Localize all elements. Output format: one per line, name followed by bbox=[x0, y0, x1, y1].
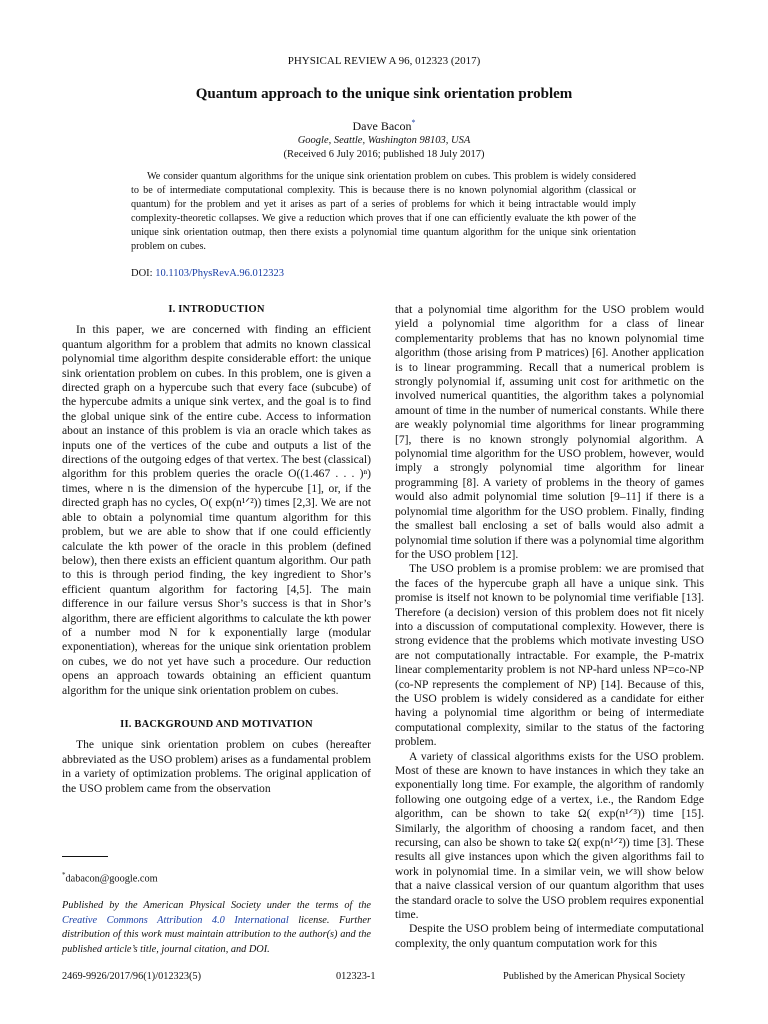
left-column bbox=[62, 303, 371, 796]
doi-label: DOI: bbox=[131, 268, 153, 279]
affiliation: Google, Seattle, Washington 98103, USA bbox=[297, 135, 471, 146]
author-footnote bbox=[62, 871, 371, 884]
section-heading-introduction: I. INTRODUCTION bbox=[168, 304, 265, 315]
license-link[interactable]: Creative Commons Attribution 4.0 International bbox=[62, 914, 289, 926]
section-heading-background: II. BACKGROUND AND MOTIVATION bbox=[120, 718, 313, 730]
doi-link[interactable]: 10.1103/PhysRevA.96.012323 bbox=[155, 268, 285, 279]
license-text-after: license. Further distribution of this work must maintain attribution to the author(s) and the published article’s title, journal citation, and DOI. bbox=[62, 914, 371, 955]
right-paragraph-2: The USO problem is a promise problem: we are promised that the faces of the hypercube graph all have a unique sink. This promise is itself not known to be polynomial time verifiable [13]. Therefore (a decision) version of this problem does not fit nicely into a discussion of computational complexity. However, there is strong evidence that the problems which motivate investing USO are not computationally intractable. For example, the P-matrix linear complementarity problem is not NP-hard unless NP=co-NP (co-NP represents the complement of NP) [14]. Because of this, the USO problem is widely considered as a candidate for either having a polynomial time algorithm or being of intermediate computational complexity, similar to the status of the factoring problem. bbox=[395, 562, 704, 749]
author-line bbox=[0, 118, 768, 134]
author-name: Dave Bacon bbox=[352, 119, 412, 133]
background-paragraph: The unique sink orientation problem on cubes (hereafter abbreviated as the USO problem) arises as a fundamental problem in a variety of optimization problems. The original application of the USO problem came from the observation bbox=[62, 738, 371, 795]
license-note bbox=[62, 899, 371, 957]
doi-line bbox=[131, 268, 284, 279]
footnote-mark: * bbox=[62, 871, 66, 879]
footnote-email: dabacon@google.com bbox=[65, 873, 158, 885]
intro-paragraph: In this paper, we are concerned with finding an efficient quantum algorithm for a problem that admits no known classical polynomial time algorithm despite considerable effort: the unique sink orientation problem on cubes. In this problem, one is given a directed graph on a hypercube such that every face (subcube) of the hypercube admits a unique sink vertex, and the goal is to find the global unique sink of the entire cube. Access to information about an instance of this problem is via an oracle which takes as inputs one of the vertices of the cube and outputs a list of the directions of the outgoing edges of that vertex. The best (classical) algorithm for this problem queries the oracle O((1.467 . . . )ⁿ) times, where n is the dimension of the hypercube [1], or, if the directed graph has no cycles, O( exp(n¹ᐟ²)) times [2,3]. We are not able to obtain a polynomial time quantum algorithm for this problem, but we are able to show that if one could efficiently calculate the kth power of the oracle in this problem (defined below), then there exists an efficient quantum algorithm. Our path to this is through period finding, the key ingredient to Shor’s efficient quantum algorithm for factoring [4,5]. The main difference in our failure versus Shor’s success is that in Shor’s algorithm, there are efficient algorithms to calculate the kth power of a number mod N for k exponentially large (modular exponentiation), whereas for the unique sink orientation problem on cubes, we do not yet have such a procedure. Our reduction opens an approach towards obtaining an efficient quantum algorithm for the unique sink orientation problem on cubes. bbox=[62, 323, 371, 697]
article-title: Quantum approach to the unique sink orientation problem bbox=[195, 86, 573, 102]
received-dates: (Received 6 July 2016; published 18 July 2017) bbox=[283, 149, 485, 160]
footnote-divider bbox=[62, 856, 108, 857]
footer-page-number: 012323-1 bbox=[336, 971, 376, 982]
license-text-before: Published by the American Physical Society under the terms of the bbox=[62, 900, 371, 911]
abstract: We consider quantum algorithms for the unique sink orientation problem on cubes. This problem is widely considered to be of intermediate computational complexity. This is because there is no known polynomial algorithm (classical or quantum) for the problem and yet it arises as part of a series of problems for which it being intractable would imply complexity-theoretic collapses. We give a reduction which proves that if one can efficiently evaluate the kth power of the unique sink orientation outmap, then there exists a polynomial time quantum algorithm for the unique sink orientation problem on cubes. bbox=[131, 171, 636, 253]
journal-header: PHYSICAL REVIEW A 96, 012323 (2017) bbox=[287, 55, 481, 67]
footer-issn: 2469-9926/2017/96(1)/012323(5) bbox=[62, 971, 201, 982]
right-paragraph-3: A variety of classical algorithms exists for the USO problem. Most of these are known to have instances in which they take an exponentially long time. For example, the algorithm of randomly following one outgoing edge of a vertex, i.e., the Random Edge algorithm, can be shown to take Ω( exp(n¹ᐟ³)) time [15]. Similarly, the algorithm of choosing a random facet, and then recursing, can also be shown to take Ω( exp(n¹ᐟ²)) time [3]. These results all give instances upon which the given algorithms fail to work in polynomial time. In a similar vein, we will show below that a naive classical version of our quantum algorithm that uses the standard oracle to solve the USO problem requires exponential time. bbox=[395, 749, 704, 922]
right-column bbox=[395, 303, 704, 951]
right-paragraph-4: Despite the USO problem being of intermediate computational complexity, the only quantum computation work for this bbox=[395, 922, 704, 950]
right-paragraph-1: that a polynomial time algorithm for the USO problem would yield a polynomial time algorithm for a class of linear complementarity problems that has no known polynomial time algorithm (those arising from P matrices) [6]. Another application is to linear programming. Recall that a numerical problem is strongly polynomial if, assuming unit cost for arithmetic on the involved numerical quantities, the algorithm takes a polynomial amount of time in the number of numerical constants. While there are weakly polynomial time algorithms for linear programming [7], there is no known strongly polynomial algorithm. A polynomial time algorithm for the USO problem, however, would imply a strongly polynomial time algorithm for linear programming [8]. A variety of problems in the theory of games would also admit polynomial time solution [9–11] if there is a polynomial time algorithm for the USO problem. Finally, finding the smallest ball enclosing a set of balls would also admit a polynomial time solution if there was a polynomial time algorithm for the USO problem [12]. bbox=[395, 303, 704, 561]
footer-publisher: Published by the American Physical Society bbox=[503, 971, 686, 982]
author-footnote-link[interactable]: * bbox=[411, 118, 416, 127]
